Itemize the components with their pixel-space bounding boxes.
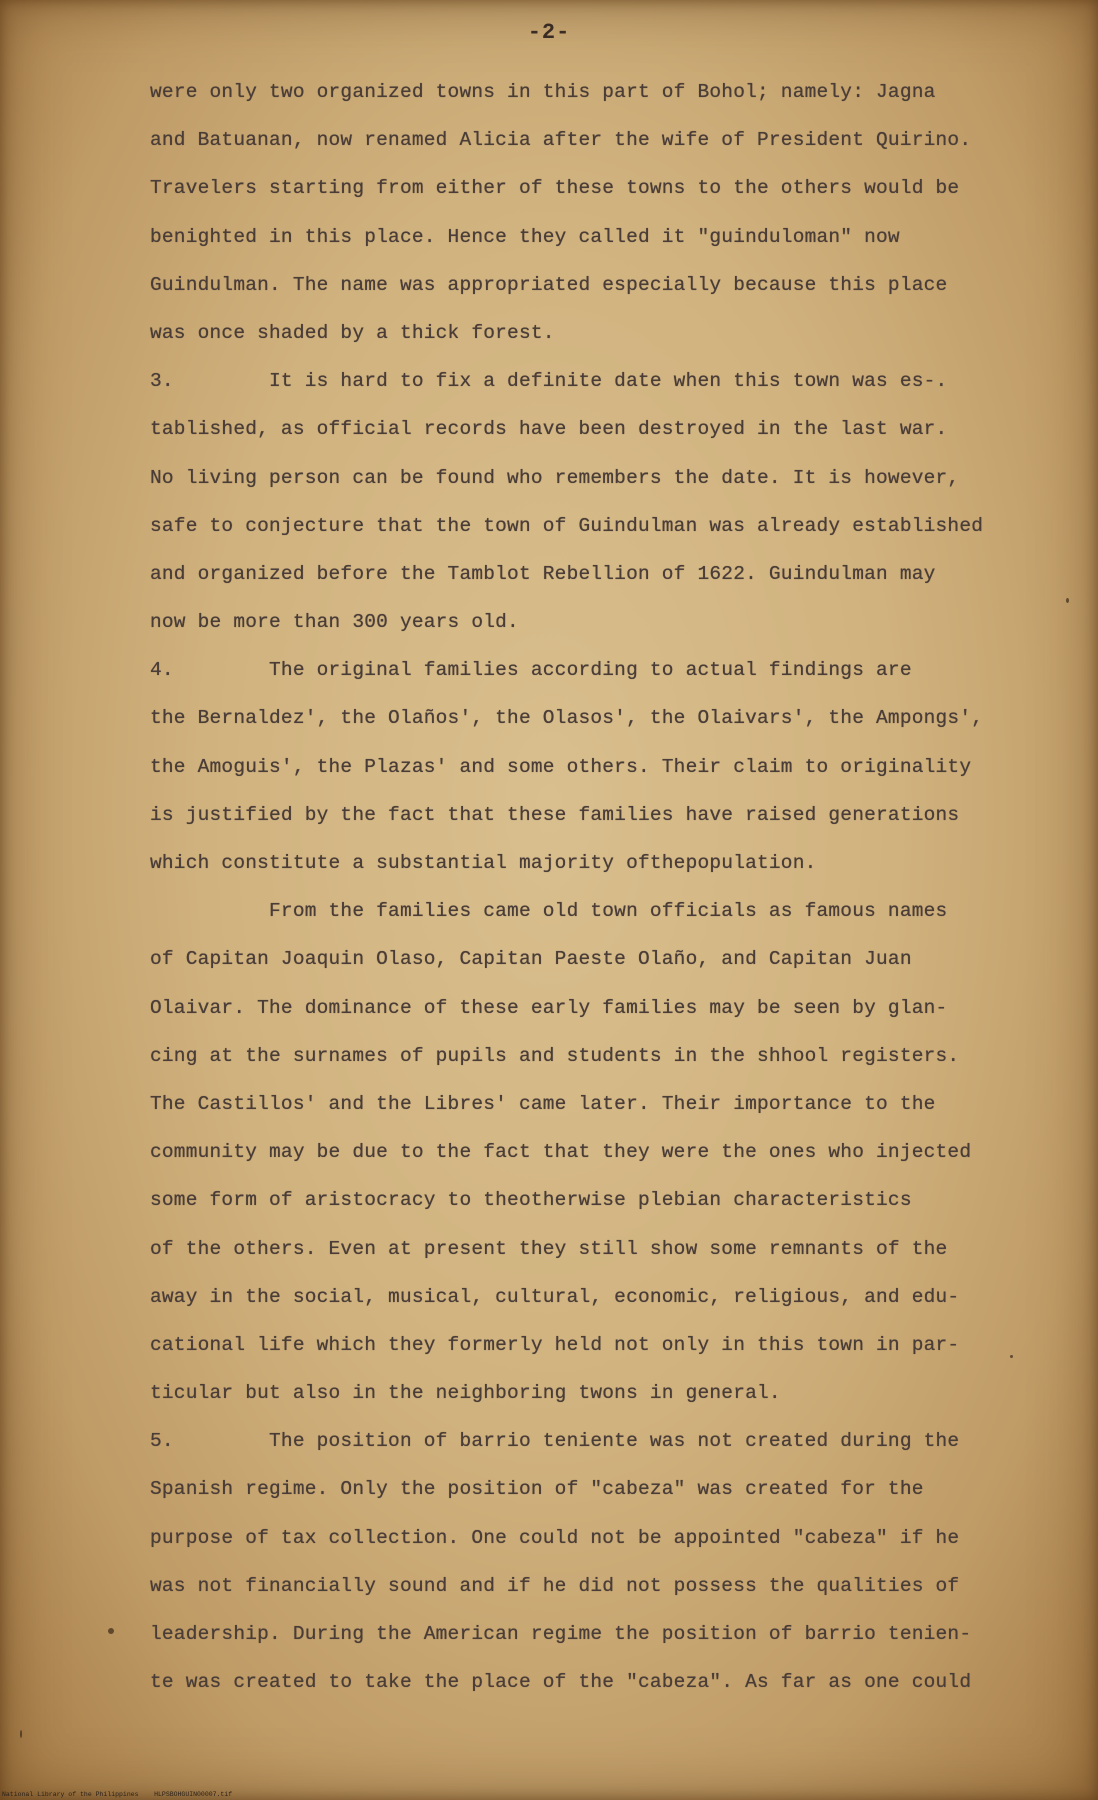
text-line: cing at the surnames of pupils and students in the shhool registers. xyxy=(150,1044,960,1067)
text-line: 4. The original families according to actual findings are xyxy=(150,659,912,682)
text-line: and organized before the Tamblot Rebellion of 1622. Guindulman may xyxy=(150,562,936,585)
text-line: of the others. Even at present they still show some remnants of the xyxy=(150,1237,948,1260)
text-line: community may be due to the fact that they were the ones who injected xyxy=(150,1141,972,1164)
typed-text-body xyxy=(150,68,1010,1706)
text-line: were only two organized towns in this part of Bohol; namely: Jagna xyxy=(150,81,936,103)
text-line: safe to conjecture that the town of Guindulman was already established xyxy=(150,514,984,537)
text-line: 3. It is hard to fix a definite date when this town was es-. xyxy=(150,370,948,393)
text-line: the Amoguis', the Plazas' and some others. Their claim to originality xyxy=(150,755,972,778)
text-line: now be more than 300 years old. xyxy=(150,611,519,634)
text-line: tablished, as official records have been destroyed in the last war. xyxy=(150,418,948,441)
text-line: cational life which they formerly held not only in this town in par- xyxy=(150,1333,960,1356)
text-line: and Batuanan, now renamed Alicia after the wife of President Quirino. xyxy=(150,129,972,152)
text-line: some form of aristocracy to theotherwise plebian characteristics xyxy=(150,1189,912,1212)
text-line: No living person can be found who remembers the date. It is however, xyxy=(150,466,960,489)
text-line: Olaivar. The dominance of these early families may be seen by glan- xyxy=(150,996,948,1019)
text-line: of Capitan Joaquin Olaso, Capitan Paeste Olaño, and Capitan Juan xyxy=(150,948,912,971)
text-line: Guindulman. The name was appropriated especially because this place xyxy=(150,273,948,296)
text-line: was once shaded by a thick forest. xyxy=(150,321,555,344)
paper-speck xyxy=(20,1730,22,1738)
text-line: Spanish regime. Only the position of "cabeza" was created for the xyxy=(150,1478,924,1501)
text-line: From the families came old town officials as famous names xyxy=(150,900,948,923)
text-line: away in the social, musical, cultural, economic, religious, and edu- xyxy=(150,1285,960,1308)
text-line: the Bernaldez', the Olaños', the Olasos', the Olaivars', the Ampongs', xyxy=(150,707,984,730)
text-line: 5. The position of barrio teniente was not created during the xyxy=(150,1430,960,1453)
text-line: is justified by the fact that these families have raised generations xyxy=(150,803,960,826)
text-line: which constitute a substantial majority ofthepopulation. xyxy=(150,852,817,874)
text-line: Travelers starting from either of these towns to the others would be xyxy=(150,177,960,200)
paper-speck xyxy=(108,1628,114,1634)
text-line: benighted in this place. Hence they called it "guinduloman" now xyxy=(150,225,900,248)
paper-speck xyxy=(1010,1355,1013,1358)
page-number: -2- xyxy=(527,20,571,45)
paper-speck xyxy=(1066,598,1069,603)
text-line: was not financially sound and if he did not possess the qualities of xyxy=(150,1574,960,1597)
text-line: purpose of tax collection. One could not be appointed "cabeza" if he xyxy=(150,1526,960,1549)
text-line: leadership. During the American regime the position of barrio tenien- xyxy=(150,1623,972,1645)
text-line: The Castillos' and the Libres' came later. Their importance to the xyxy=(150,1092,936,1115)
text-line: te was created to take the place of the "cabeza". As far as one could xyxy=(150,1671,972,1694)
archive-caption: National Library of the Philippines HLPSBOHGUIN00007.tif xyxy=(2,1791,233,1798)
text-line: ticular but also in the neighboring twons in general. xyxy=(150,1382,781,1405)
